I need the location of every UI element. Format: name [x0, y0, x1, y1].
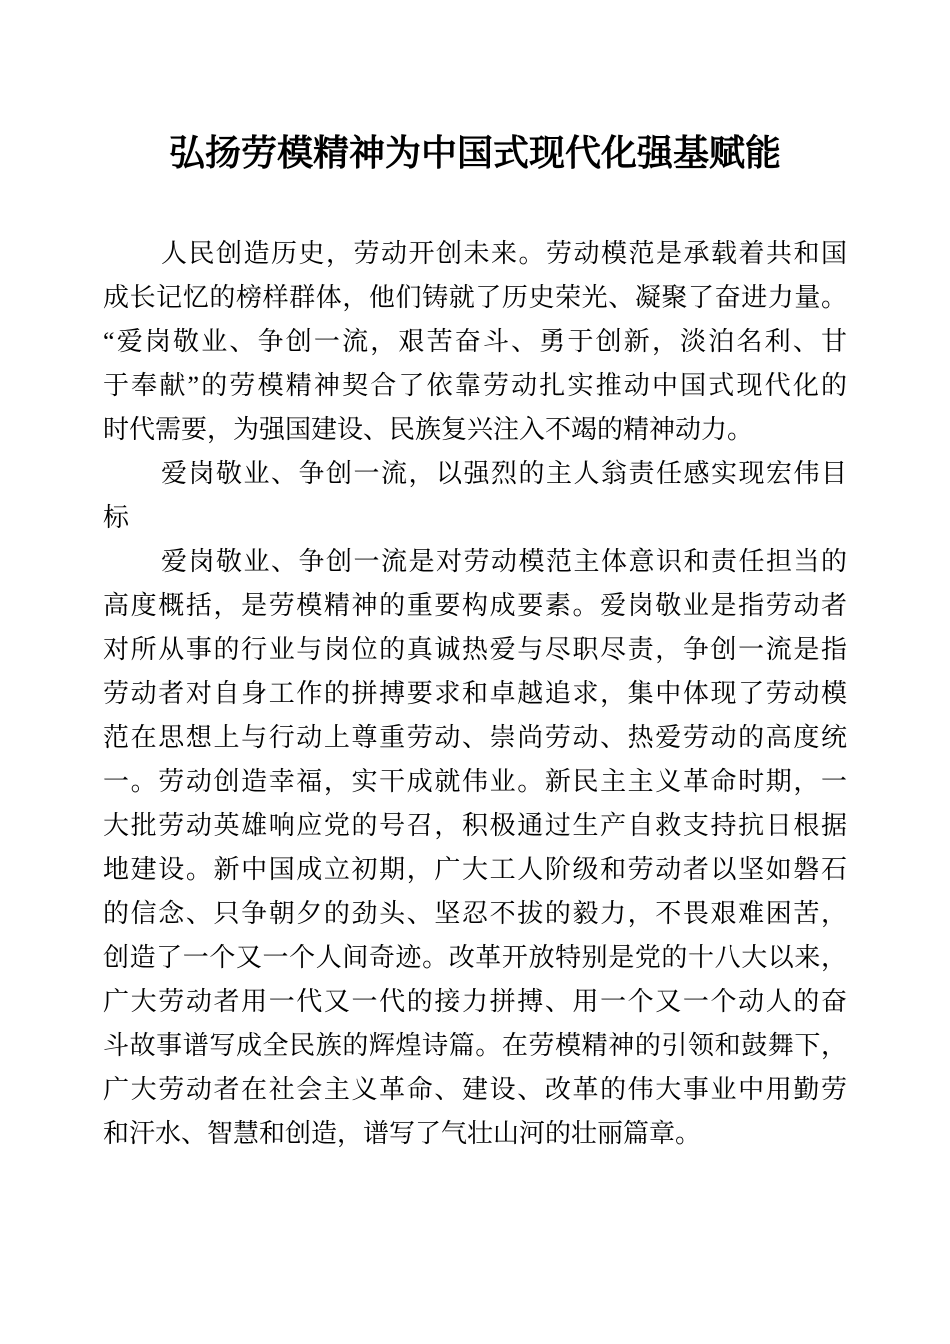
paragraph	[103, 540, 847, 1156]
document-title: 弘扬劳模精神为中国式现代化强基赋能	[168, 133, 781, 173]
paragraph	[103, 452, 847, 540]
text-line: 的信念、只争朝夕的劲头、坚忍不拔的毅力，不畏艰难困苦，	[103, 899, 847, 928]
text-line: 一。劳动创造幸福，实干成就伟业。新民主主义革命时期，一	[103, 767, 847, 796]
text-line: 成长记忆的榜样群体，他们铸就了历史荣光、凝聚了奋进力量。	[103, 283, 847, 312]
text-line: 爱岗敬业、争创一流是对劳动模范主体意识和责任担当的	[161, 547, 847, 576]
text-line: 斗故事谱写成全民族的辉煌诗篇。在劳模精神的引领和鼓舞下，	[103, 1031, 847, 1060]
text-line: 广大劳动者用一代又一代的接力拼搏、用一个又一个动人的奋	[103, 987, 847, 1016]
text-line: 大批劳动英雄响应党的号召，积极通过生产自救支持抗日根据	[103, 811, 847, 840]
text-line: “爱岗敬业、争创一流，艰苦奋斗、勇于创新，淡泊名利、甘	[103, 327, 847, 356]
text-line: 劳动者对自身工作的拼搏要求和卓越追求，集中体现了劳动模	[103, 679, 847, 708]
paragraph	[103, 232, 847, 452]
text-line: 范在思想上与行动上尊重劳动、崇尚劳动、热爱劳动的高度统	[103, 723, 847, 752]
text-line: 时代需要，为强国建设、民族复兴注入不竭的精神动力。	[103, 415, 754, 444]
text-line: 地建设。新中国成立初期，广大工人阶级和劳动者以坚如磐石	[103, 855, 847, 884]
text-line: 创造了一个又一个人间奇迹。改革开放特别是党的十八大以来，	[103, 943, 847, 972]
text-line: 于奉献”的劳模精神契合了依靠劳动扎实推动中国式现代化的	[103, 371, 847, 400]
text-line: 和汗水、智慧和创造，谱写了气壮山河的壮丽篇章。	[103, 1119, 702, 1148]
text-line: 高度概括，是劳模精神的重要构成要素。爱岗敬业是指劳动者	[103, 591, 847, 620]
text-line: 广大劳动者在社会主义革命、建设、改革的伟大事业中用勤劳	[103, 1075, 847, 1104]
text-line: 爱岗敬业、争创一流，以强烈的主人翁责任感实现宏伟目	[161, 459, 847, 488]
text-line: 标	[103, 503, 130, 532]
text-line: 人民创造历史，劳动开创未来。劳动模范是承载着共和国	[161, 239, 847, 268]
text-line: 对所从事的行业与岗位的真诚热爱与尽职尽责，争创一流是指	[103, 635, 847, 664]
document-body	[103, 232, 847, 1156]
